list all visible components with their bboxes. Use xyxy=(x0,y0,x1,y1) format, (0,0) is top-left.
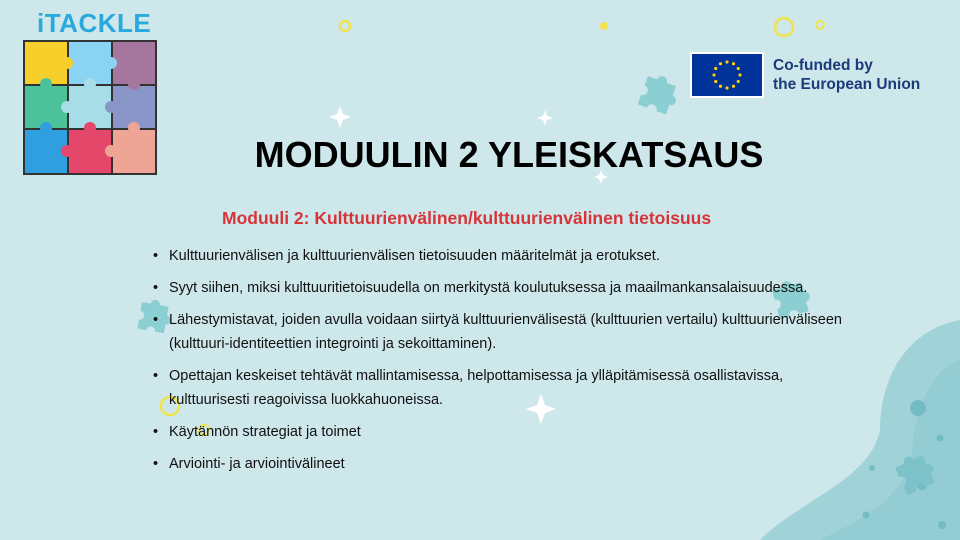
ring-shape xyxy=(340,21,350,31)
eu-star-icon xyxy=(712,73,715,76)
eu-star-icon xyxy=(714,67,717,70)
eu-cofunded-badge xyxy=(690,50,930,100)
dot-shape xyxy=(600,22,608,30)
eu-star-icon xyxy=(725,60,728,63)
itackle-logo-text: iTACKLE xyxy=(37,8,152,38)
eu-star-icon xyxy=(732,85,735,88)
sparkle-icon xyxy=(537,110,553,126)
bullet-item: • Arviointi- ja arviointivälineet xyxy=(153,452,853,476)
eu-star-icon xyxy=(732,62,735,65)
eu-funding-text xyxy=(773,56,920,94)
eu-flag-icon xyxy=(690,52,764,98)
eu-star-icon xyxy=(725,86,728,89)
bullet-item: • Käytännön strategiat ja toimet xyxy=(153,420,853,444)
bullet-item: • Lähestymistavat, joiden avulla voidaan siirtyä kulttuurienvälisestä (kulttuurien vertailu) kulttuurienväliseen (kulttuuri-identiteettien integrointi ja sekoittaminen). xyxy=(153,308,853,356)
eu-text-line-1: Co-funded by xyxy=(773,57,873,74)
eu-star-icon xyxy=(737,67,740,70)
module-subtitle: Moduuli 2: Kulttuurienvälinen/kulttuurienvälinen tietoisuus xyxy=(222,208,712,228)
ring-shape xyxy=(816,21,824,29)
ring-shape xyxy=(775,18,793,36)
eu-text-line-2: the European Union xyxy=(773,76,921,93)
eu-star-icon xyxy=(719,62,722,65)
bullet-item: • Kulttuurienvälisen ja kulttuurienvälisen tietoisuuden määritelmät ja erotukset. xyxy=(153,244,853,268)
sparkle-icon xyxy=(329,106,351,128)
eu-star-icon xyxy=(738,73,741,76)
bullet-item: • Opettajan keskeiset tehtävät mallintamisessa, helpottamisessa ja ylläpitämisessä osallistavissa, kulttuurisesti reagoivissa luokkahuoneissa. xyxy=(153,364,853,412)
bullet-item: • Syyt siihen, miksi kulttuuritietoisuudella on merkitystä koulutuksessa ja maailmankansalaisuudessa. xyxy=(153,276,853,300)
eu-star-icon xyxy=(737,80,740,83)
bullet-list xyxy=(153,244,853,484)
eu-star-icon xyxy=(714,80,717,83)
eu-star-icon xyxy=(719,85,722,88)
puzzle-piece-icon xyxy=(638,71,683,116)
slide-title: MODUULIN 2 YLEISKATSAUS xyxy=(254,134,764,175)
